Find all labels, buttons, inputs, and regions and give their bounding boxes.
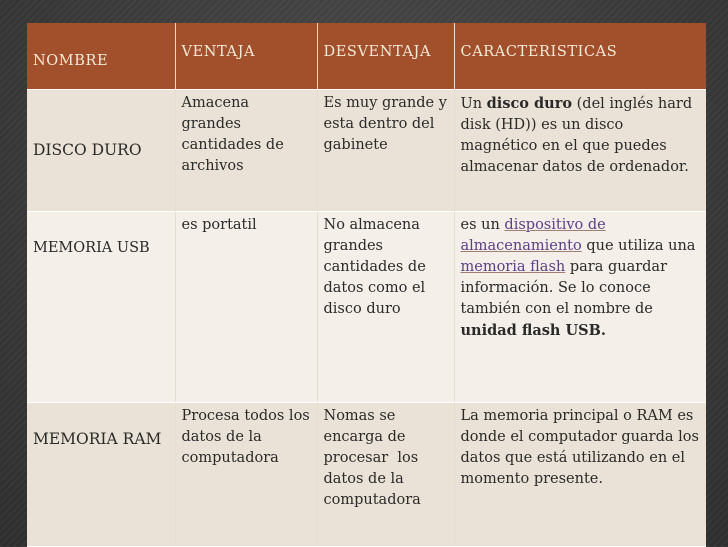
row-ventaja: Procesa todos los datos de la computadora: [175, 402, 317, 546]
row-caracteristicas: [454, 211, 706, 402]
row-desventaja: No almacena grandes cantidades de datos como el disco duro: [317, 211, 454, 402]
table-row: [27, 89, 706, 211]
comparison-table: [27, 23, 706, 547]
row-caracteristicas: La memoria principal o RAM es donde el computador guarda los datos que está utilizando en el momento presente.: [454, 402, 706, 546]
row-ventaja: Amacena grandes cantidades de archivos: [175, 89, 317, 211]
table-row: [27, 402, 706, 546]
row-ventaja: es portatil: [175, 211, 317, 402]
header-nombre: NOMBRE: [27, 23, 175, 89]
bold-term: disco duro: [486, 94, 573, 112]
link-memoria-flash[interactable]: memoria flash: [460, 258, 566, 275]
row-desventaja: Nomas se encarga de procesar los datos de la computadora: [317, 402, 454, 546]
text-segment: Un: [460, 95, 487, 112]
text-segment: para guardar información. Se lo conoce también con el nombre de: [460, 258, 668, 317]
row-caracteristicas: [454, 89, 706, 211]
text-segment: que utiliza una: [581, 237, 696, 254]
header-desventaja: DESVENTAJA: [317, 23, 454, 89]
row-name: DISCO DURO: [27, 89, 175, 211]
link-dispositivo-almacenamiento[interactable]: dispositivo de almacenamiento: [460, 216, 606, 254]
text-segment: es un: [460, 216, 505, 233]
table-row: [27, 211, 706, 402]
row-name: MEMORIA RAM: [27, 402, 175, 546]
text-segment: (del inglés hard disk (HD)) es un disco magnético en el que puedes almacenar datos de ordenador.: [460, 95, 693, 175]
bold-term: unidad flash USB.: [460, 321, 606, 339]
header-ventaja: VENTAJA: [175, 23, 317, 89]
header-caracteristicas: CARACTERISTICAS: [454, 23, 706, 89]
header-row: [27, 23, 706, 89]
row-name: MEMORIA USB: [27, 211, 175, 402]
row-desventaja: Es muy grande y esta dentro del gabinete: [317, 89, 454, 211]
